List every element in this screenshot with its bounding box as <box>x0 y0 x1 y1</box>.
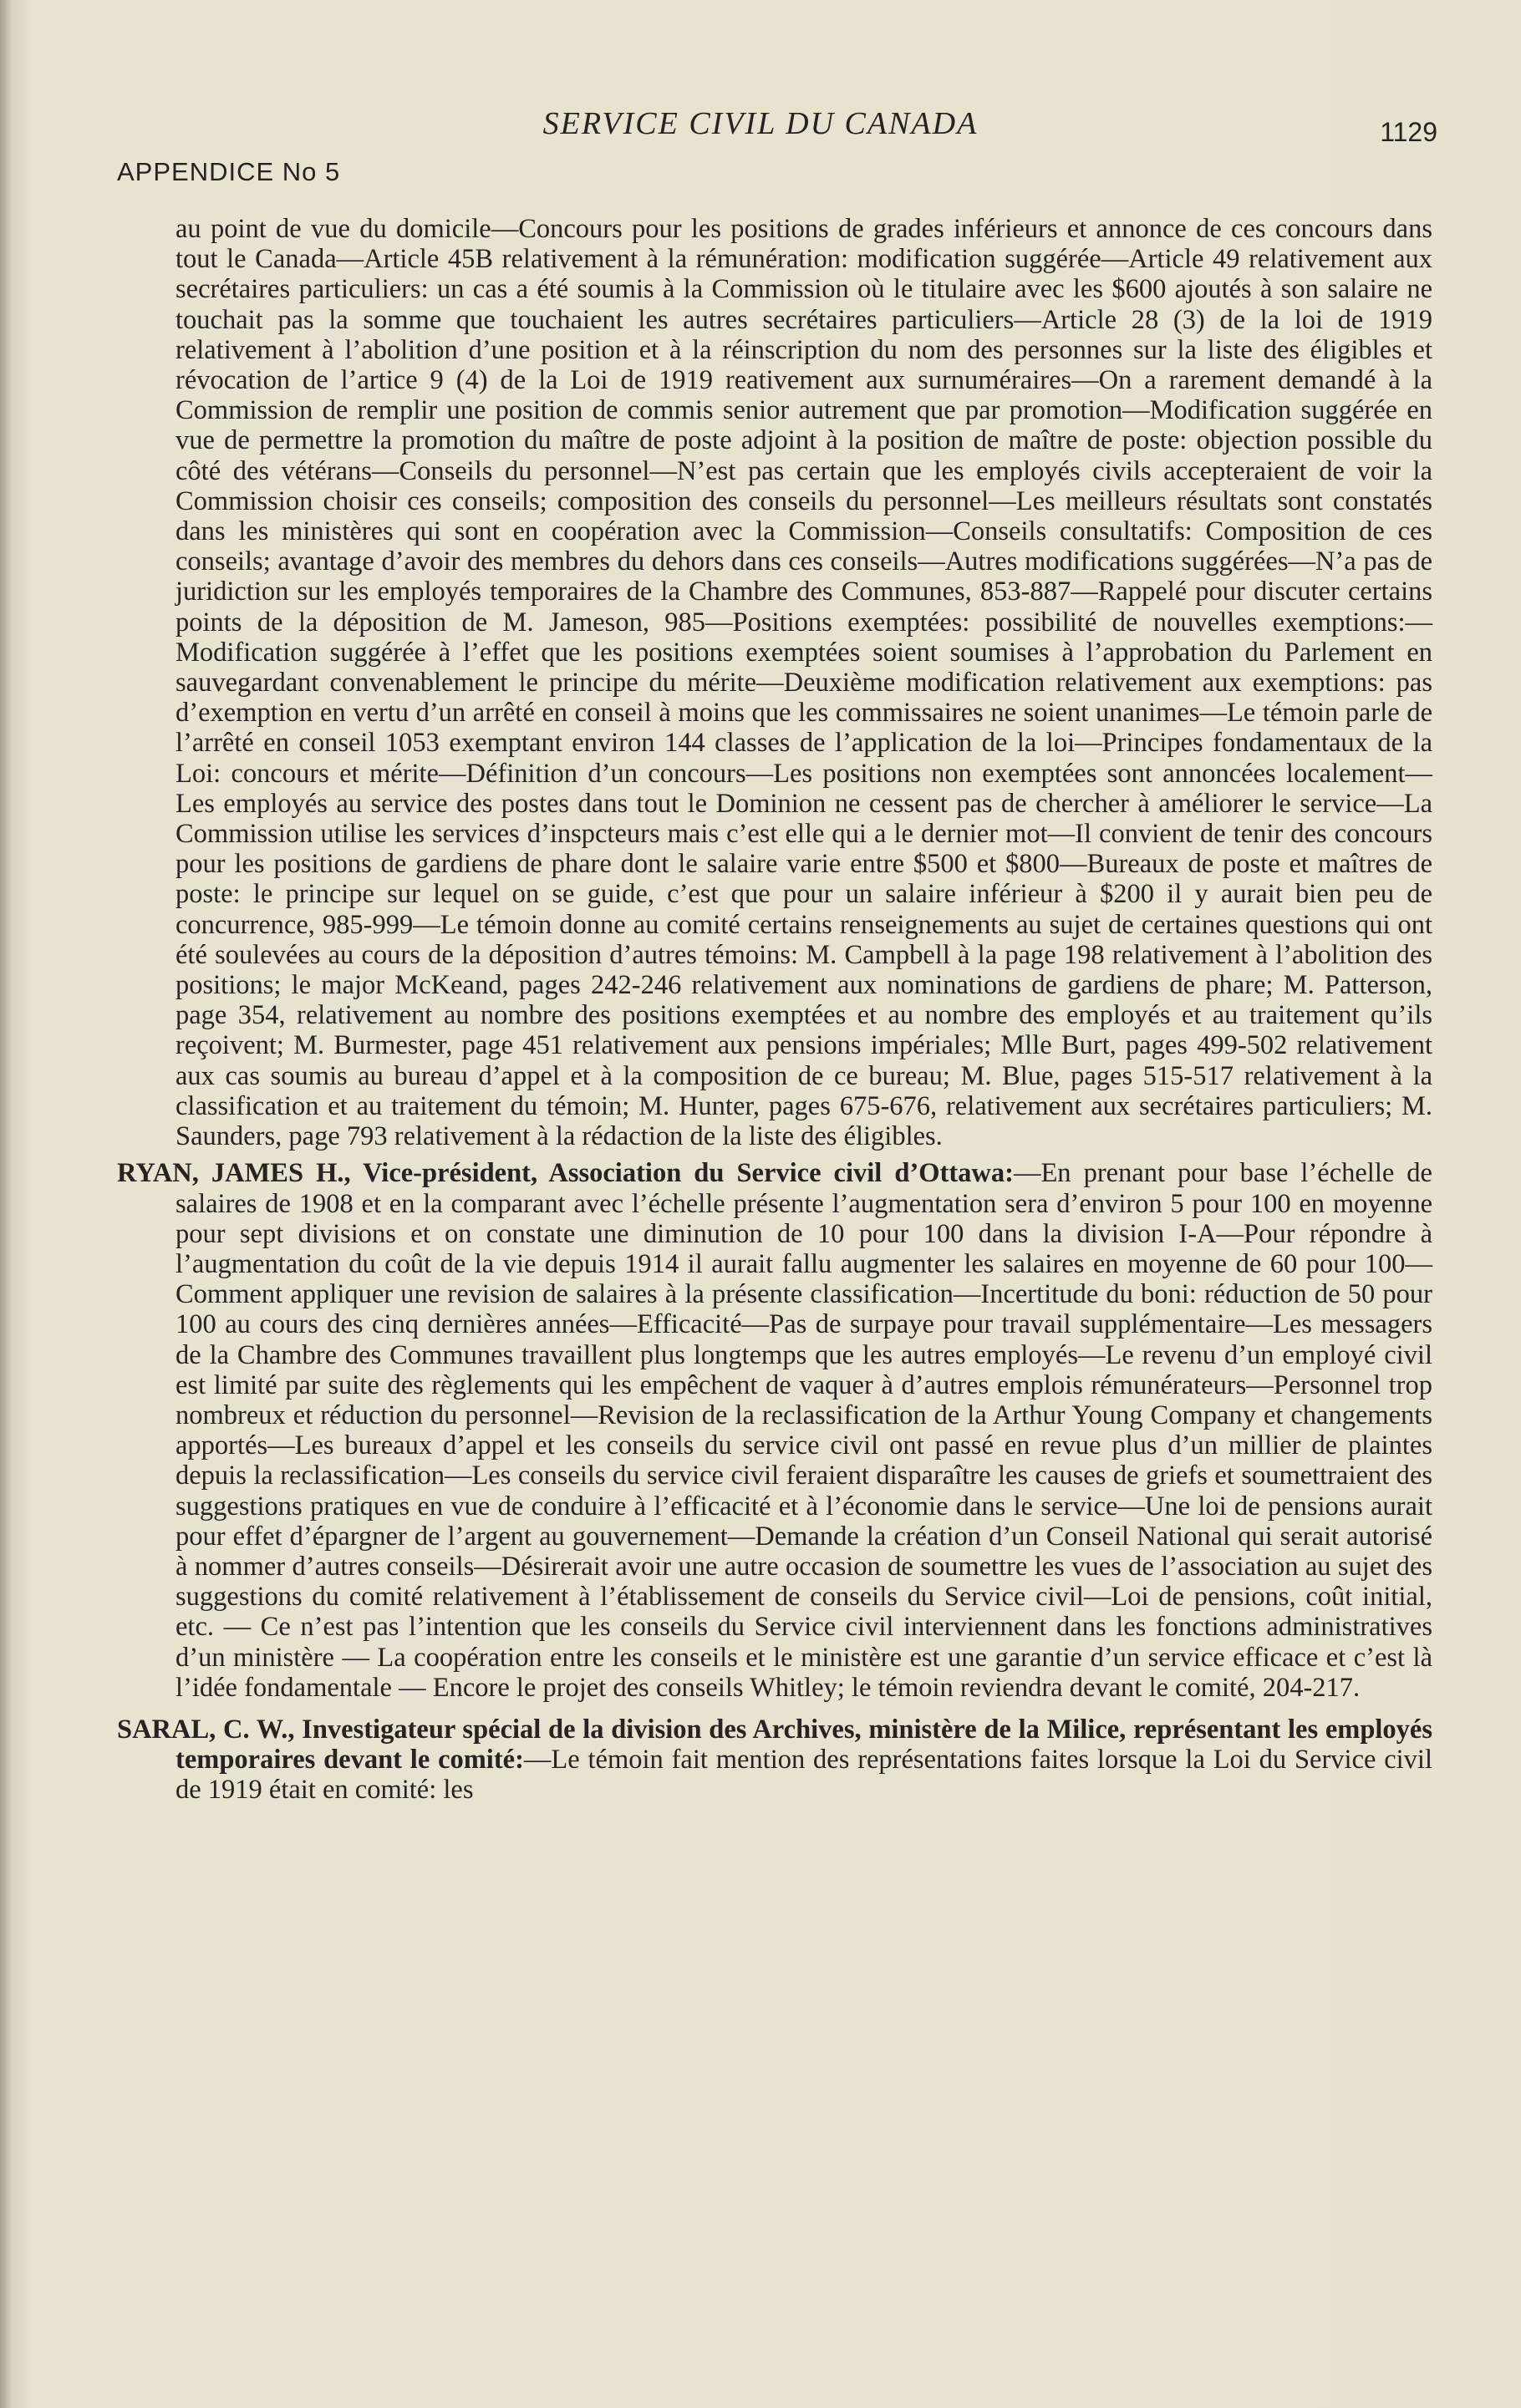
entry-heading: RYAN, JAMES H., Vice-président, Association du Service civil d’Ottawa: <box>117 1158 1014 1189</box>
continuation-paragraph: au point de vue du domicile—Concours pour les positions de grades inférieurs et annonce de ces concours dans tout le Canada—Article 45B relativement à la rémunération: modification suggérée—Article 49 relativement aux secrétaires particuliers: un cas a été soumis à la Commission où le titulaire avec les $600 ajoutés à son salaire ne touchait pas la somme que touchaient les autres secrétaires particuliers—Article 28 (3) de la loi de 1919 relativement à l’abolition d’une position et à la réinscription du nom des personnes sur la liste des éligibles et révocation de l’artice 9 (4) de la Loi de 1919 reativement aux surnuméraires—On a rarement demandé à la Commission de remplir une position de commis senior autrement que par promotion—Modification suggérée en vue de permettre la promotion du maître de poste adjoint à la position de maître de poste: objection possible du côté des vétérans—Conseils du personnel—N’est pas certain que les employés civils accepteraient de voir la Commission choisir ces conseils; composition des conseils du personnel—Les meilleurs résultats sont constatés dans les ministères qui sont en coopération avec la Commission—Conseils consultatifs: Composition de ces conseils; avantage d’avoir des membres du dehors dans ces conseils—Autres modifications suggérées—N’a pas de juridiction sur les employés temporaires de la Chambre des Communes, 853-887—Rappelé pour discuter certains points de la déposition de M. Jameson, 985—Positions exemptées: possibilité de nouvelles exemptions:—Modification suggérée à l’effet que les positions exemptées soient soumises à l’approbation du Parlement en sauvegardant convenablement le principe du mérite—Deuxième modification relativement aux exemptions: pas d’exemption en vertu d’un arrêté en conseil à moins que les commissaires ne soient unanimes—Le témoin parle de l’arrêté en conseil 1053 exemptant environ 144 classes de l’application de la loi—Principes fondamentaux de la Loi: concours et mérite—Définition d’un concours—Les positions non exemptées sont annoncées localement—Les employés au service des postes dans tout le Dominion ne cessent pas de chercher à améliorer le service—La Commission utilise les services d’inspcteurs mais c’est elle qui a le dernier mot—Il convient de tenir des concours pour les positions de gardiens de phare dont le salaire varie entre $500 et $800—Bureaux de poste et maîtres de poste: le principe sur lequel on se guide, c’est que pour un salaire inférieur à $200 il y aurait bien peu de concurrence, 985-999—Le témoin donne au comité certains renseignements au sujet de certaines questions qui ont été soulevées au cours de la déposition d’autres témoins: M. Campbell à la page 198 relativement à l’abolition des positions; le major McKeand, pages 242-246 relativement aux nominations de gardiens de phare; M. Patterson, page 354, relativement au nombre des positions exemptées et au nombre des employés et au traitement qu’ils reçoivent; M. Burmester, page 451 relativement aux pensions impériales; Mlle Burt, pages 499-502 relativement aux cas soumis au bureau d’appel et à la composition de ce bureau; M. Blue, pages 515-517 relativement à la classification et au traitement du témoin; M. Hunter, pages 675-676, relativement aux secrétaires particuliers; M. Saunders, page 793 relativement à la rédaction de la liste des éligibles. <box>176 214 1432 1152</box>
index-entry-ryan <box>117 1158 1432 1703</box>
index-content <box>117 214 1432 1806</box>
running-title: SERVICE CIVIL DU CANADA <box>542 106 979 141</box>
page-number: 1129 <box>1380 117 1437 147</box>
entry-heading: SARAL, C. W., Investigateur spécial de la division des Archives, ministère de la Milice, représentant les employés temporaires devant le comité: <box>117 1714 1432 1776</box>
entry-text: —Le témoin fait mention des représentations faites lorsque la Loi du Service civil de 1919 était en comité: les <box>176 1745 1432 1806</box>
appendix-label: APPENDICE No 5 <box>117 157 341 186</box>
index-entry-saral <box>117 1715 1432 1806</box>
entry-text: —En prenant pour base l’échelle de salaires de 1908 et en la comparant avec l’échelle présente l’augmentation sera d’environ 5 pour 100 en moyenne pour sept divisions et on constate une diminution de 10 pour 100 dans la division I-A—Pour répondre à l’augmentation du coût de la vie depuis 1914 il aurait fallu augmenter les salaires en moyenne de 60 pour 100—Comment appliquer une revision de salaires à la présente classification—Incertitude du boni: réduction de 50 pour 100 au cours des cinq dernières années—Efficacité—Pas de surpaye pour travail supplémentaire—Les messagers de la Chambre des Communes travaillent plus longtemps que les autres employés—Le revenu d’un employé civil est limité par suite des règlements qui les empêchent de vaquer à d’autres emplois rémunérateurs—Personnel trop nombreux et réduction du personnel—Revision de la reclassification de la Arthur Young Company et changements apportés—Les bureaux d’appel et les conseils du service civil ont passé en revue plus d’un millier de plaintes depuis la reclassification—Les conseils du service civil feraient disparaître les causes de griefs et soumettraient des suggestions pratiques en vue de conduire à l’efficacité et à l’économie dans le service—Une loi de pensions aurait pour effet d’épargner de l’argent au gouvernement—Demande la création d’un Conseil National qui serait autorisé à nommer d’autres conseils—Désirerait avoir une autre occasion de soumettre les vues de l’association au sujet des suggestions du comité relativement à l’établissement de conseils du Service civil—Loi de pensions, coût initial, etc. — Ce n’est pas l’intention que les conseils du Service civil interviennent dans les fonctions administratives d’un ministère — La coopération entre les conseils et le ministère est une garantie d’un service efficace et c’est là l’idée fondamentale — Encore le projet des conseils Whitley; le témoin reviendra devant le comité, 204-217. <box>176 1158 1432 1703</box>
